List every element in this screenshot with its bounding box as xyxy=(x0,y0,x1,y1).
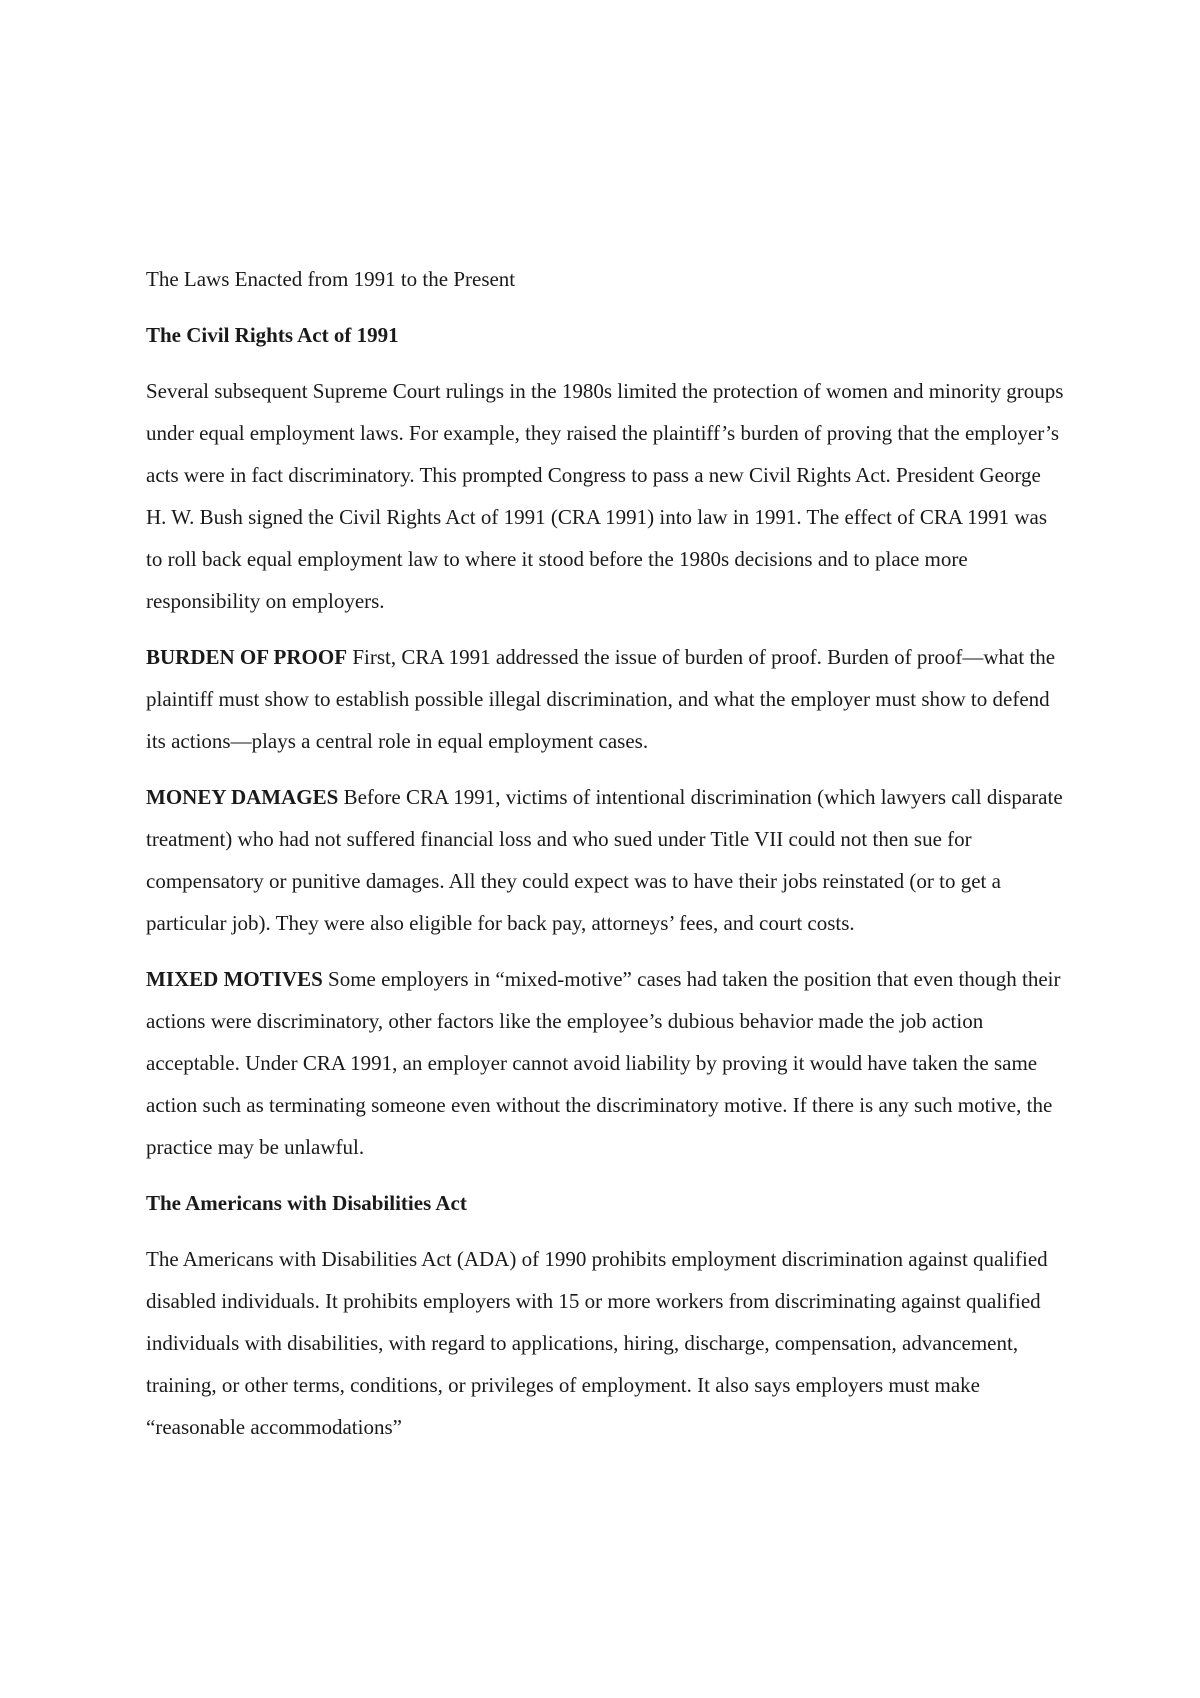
paragraph-text: Before CRA 1991, victims of intentional discrimination (which lawyers call disparate treatment) who had not suffered financial loss and who sued under Title VII could not then sue for compensatory or punitive damages. All they could expect was to have their jobs reinstated (or to get a particular job). They were also eligible for back pay, attorneys’ fees, and court costs. xyxy=(146,785,1063,935)
section-civil-rights-act xyxy=(146,314,1066,1168)
paragraph-text: The Americans with Disabilities Act (ADA) of 1990 prohibits employment discrimination against qualified disabled individuals. It prohibits employers with 15 or more workers from discriminating against qualified individuals with disabilities, with regard to applications, hiring, discharge, compensation, advancement, training, or other terms, conditions, or privileges of employment. It also says employers must make “reasonable accommodations” xyxy=(146,1247,1048,1439)
document-title: The Laws Enacted from 1991 to the Present xyxy=(146,267,516,291)
paragraph-text: Some employers in “mixed-motive” cases had taken the position that even though their actions were discriminatory, other factors like the employee’s dubious behavior made the job action acceptable. Under CRA 1991, an employer cannot avoid liability by proving it would have taken the same action such as terminating someone even without the discriminatory motive. If there is any such motive, the practice may be unlawful. xyxy=(146,967,1061,1159)
paragraph xyxy=(146,370,1066,622)
paragraph-lead: BURDEN OF PROOF xyxy=(146,645,348,669)
section-heading: The Americans with Disabilities Act xyxy=(146,1191,467,1215)
paragraph-burden-of-proof xyxy=(146,636,1066,762)
section-heading: The Civil Rights Act of 1991 xyxy=(146,323,399,347)
paragraph-money-damages xyxy=(146,776,1066,944)
paragraph xyxy=(146,1238,1066,1448)
paragraph-text: First, CRA 1991 addressed the issue of burden of proof. Burden of proof—what the plaintiff must show to establish possible illegal discrimination, and what the employer must show to defend its actions—plays a central role in equal employment cases. xyxy=(146,645,1056,753)
paragraph-lead: MIXED MOTIVES xyxy=(146,967,323,991)
paragraph-lead: MONEY DAMAGES xyxy=(146,785,339,809)
paragraph-mixed-motives xyxy=(146,958,1066,1168)
paragraph-text: Several subsequent Supreme Court rulings in the 1980s limited the protection of women and minority groups under equal employment laws. For example, they raised the plaintiff’s burden of proving that the employer’s acts were in fact discriminatory. This prompted Congress to pass a new Civil Rights Act. President George H. W. Bush signed the Civil Rights Act of 1991 (CRA 1991) into law in 1991. The effect of CRA 1991 was to roll back equal employment law to where it stood before the 1980s decisions and to place more responsibility on employers. xyxy=(146,379,1064,613)
document-body xyxy=(146,258,1066,1462)
section-americans-with-disabilities-act xyxy=(146,1182,1066,1448)
